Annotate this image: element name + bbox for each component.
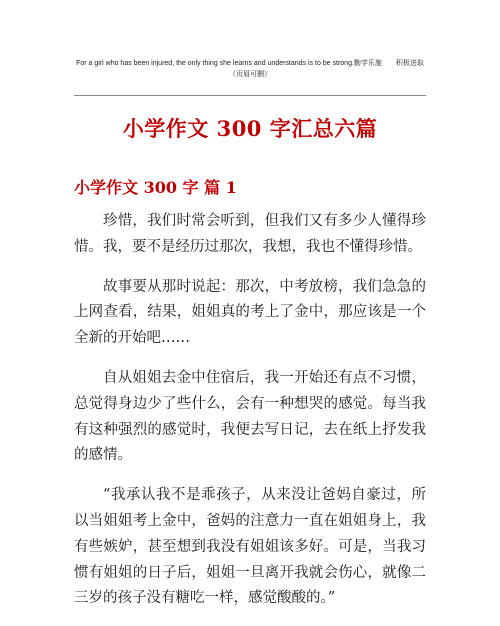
header-slogan: For a girl who has been injured, the only thing she learns and understands is to be strong.勤学乐施 积极进取 [76,60,424,67]
section-title: 小学作文 300 字 篇 1 [74,178,237,197]
paragraph: 自从姐姐去金中住宿后，我一开始还有点不习惯，总觉得身边少了些什么，会有一种想哭的感觉。每当我有这种强烈的感觉时，我便去写日记，去在纸上抒发我的感情。 [74,369,426,464]
header-divider [74,95,426,96]
paragraph: 珍惜，我们时常会听到，但我们又有多少人懂得珍惜。我，要不是经历过那次，我想，我也不懂得珍惜。 [74,213,426,255]
paragraph: “我承认我不是乖孩子，从来没让爸妈自豪过，所以当姐姐考上金中，爸妈的注意力一直在姐姐身上，我有些嫉妒，甚至想到我没有姐姐该多好。可是，当我习惯有姐姐的日子后，姐姐一旦离开我就会伤心，就像二三岁的孩子没有糖吃一样，感觉酸酸的。” [74,487,426,607]
document-title: 小学作文 300 字汇总六篇 [122,116,378,141]
page-header [0,58,500,80]
header-removable-note: （页眉可删） [229,71,271,78]
paragraph: 故事要从那时说起：那次，中考放榜，我们急急的上网查看，结果，姐姐真的考上了金中，那应该是一个全新的开始吧…… [74,278,426,347]
document-body [74,209,426,626]
